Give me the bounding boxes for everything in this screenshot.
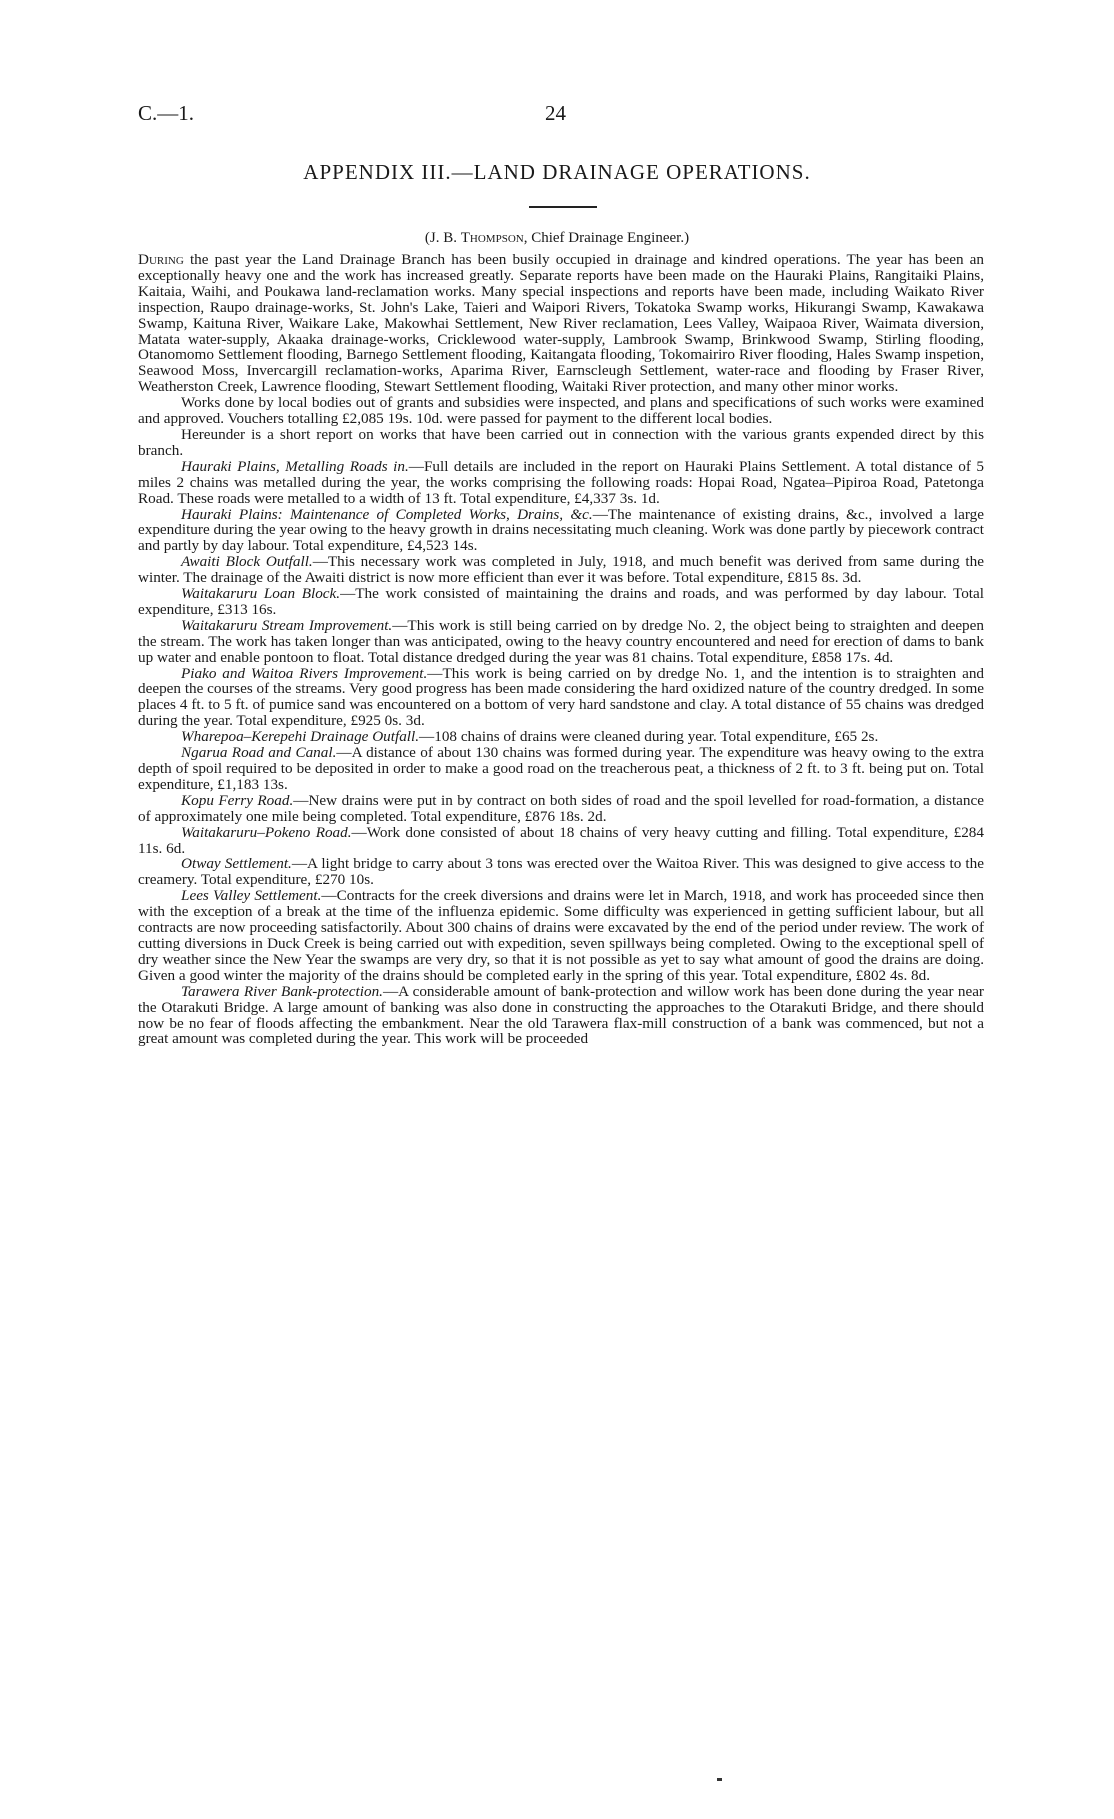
- item-text: —A considerable amount of bank-protection and willow work has been done during the year near the Otarakuti Bridge. A large amount of banking was also done in constructing the approaches to the Otarakuti Bridge, and there should now be no fear of floods affecting the embankment. Near the old Tarawera flax-mill construction of a bank was commenced, but not a great amount was completed during the year. This work will be proceeded: [138, 982, 984, 1048]
- item-paragraph: [138, 618, 984, 666]
- item-heading: Hauraki Plains, Metalling Roads in.: [181, 457, 409, 475]
- intro-lead-word: During: [138, 251, 184, 268]
- title-divider: [529, 206, 597, 208]
- byline-rest: , Chief Drainage Engineer.): [523, 230, 690, 246]
- item-heading: Waitakaruru Loan Block.: [181, 585, 341, 603]
- item-text: —The maintenance of existing drains, &c., involved a large expenditure during the year owing to the heavy growth in drains necessitating much cleaning. Work was done partly by piecework contract and partly by day labour. Total expenditure, £4,523 14s.: [138, 505, 984, 555]
- item-paragraph: [138, 586, 984, 618]
- item-paragraph: [138, 745, 984, 793]
- item-heading: Hauraki Plains: Maintenance of Completed Works, Drains, &c.: [181, 505, 593, 523]
- hereunder-paragraph: Hereunder is a short report on works that have been carried out in connection with the various grants expended direct by this branch.: [138, 425, 984, 459]
- item-text: —Contracts for the creek diversions and drains were let in March, 1918, and work has proceeded since then with the exception of a break at the time of the influenza epidemic. Some difficulty was experienced in getting sufficient labour, but all contracts are now proceeding satisfactorily. About 300 chains of drains were excavated by the end of the period under review. The work of cutting diversions in Duck Creek is being carried out with expedition, seven spillways being completed. Owing to the exceptional spell of dry weather since the New Year the swamps are very dry, so that it is not possible as yet to say what amount of good the drains are doing. Given a good winter the majority of the drains should be completed early in the spring of this year. Total expenditure, £802 4s. 8d.: [138, 887, 984, 984]
- printer-mark: [717, 1778, 722, 1781]
- item-text: —A light bridge to carry about 3 tons was erected over the Waitoa River. This was designed to give access to the creamery. Total expenditure, £270 10s.: [138, 855, 984, 889]
- document-code: C.—1.: [138, 101, 195, 125]
- item-paragraph: [138, 888, 984, 983]
- item-paragraph: [138, 856, 984, 888]
- item-heading: Otway Settlement.: [181, 855, 292, 873]
- intro-text: the past year the Land Drainage Branch has been busily occupied in drainage and kindred operations. The year has been an exceptionally heavy one and the work has increased greatly. Separate reports have been made on the Hauraki Plains, Rangitaiki Plains, Kaitaia, Waihi, and Poukawa land-reclamation works. Many special inspections and reports have been made, including Waikato River inspection, Raupo drainage-works, St. John's Lake, Taieri and Waipori Rivers, Tokatoka Swamp works, Hikurangi Swamp, Kawakawa Swamp, Kaituna River, Waikare Lake, Makowhai Settlement, New River reclamation, Lees Valley, Waipaoa River, Waimata diversion, Matata water-supply, Akaaka drainage-works, Cricklewood water-supply, Lambrook Swamp, Brinkwood Swamp, Stirling flooding, Otanomomo Settlement flooding, Barnego Settlement flooding, Kaitangata flooding, Tokomairiro River flooding, Hales Swamp inspetion, Seawood Moss, Invercargill reclamation-works, Aparima River, Earnscleugh Settlement, water-race and flooding by Fraser River, Weatherston Creek, Lawrence flooding, Stewart Settlement flooding, Waitaki River protection, and many other minor works.: [138, 251, 984, 396]
- byline-name: Thompson: [460, 230, 524, 246]
- item-paragraph: [138, 825, 984, 857]
- report-body: [138, 252, 984, 1047]
- item-text: —New drains were put in by contract on both sides of road and the spoil levelled for road-formation, a distance of approximately one mile being completed. Total expenditure, £876 18s. 2d.: [138, 791, 984, 825]
- item-paragraph: [138, 554, 984, 586]
- item-heading: Tarawera River Bank-protection.: [181, 982, 383, 1000]
- byline-open: (J. B.: [424, 230, 461, 246]
- item-heading: Wharepoa–Kerepehi Drainage Outfall.: [181, 728, 420, 746]
- item-heading: Waitakaruru Stream Improvement.: [181, 616, 393, 634]
- item-paragraph: [138, 793, 984, 825]
- local-bodies-paragraph: Works done by local bodies out of grants and subsidies were inspected, and plans and specifications of such works were examined and approved. Vouchers totalling £2,085 19s. 10d. were passed for payment to the different local bodies.: [138, 394, 984, 428]
- item-text: —108 chains of drains were cleaned during year. Total expenditure, £65 2s.: [419, 728, 879, 746]
- item-heading: Lees Valley Settlement.: [181, 887, 322, 905]
- item-paragraph: [138, 666, 984, 730]
- item-heading: Kopu Ferry Road.: [181, 791, 294, 809]
- item-paragraph: [138, 729, 984, 745]
- item-text: —This necessary work was completed in July, 1918, and much benefit was derived from same during the winter. The drainage of the Awaiti district is now more efficient than ever it was before. Total expenditure, £815 8s. 3d.: [138, 553, 984, 587]
- appendix-title: APPENDIX III.—LAND DRAINAGE OPERATIONS.: [303, 160, 811, 184]
- item-text: —Full details are included in the report on Hauraki Plains Settlement. A total distance of 5 miles 2 chains was metalled during the year, the works comprising the following roads: Hopai Road, Ngatea–Pipiroa Road, Patetonga Road. These roads were metalled to a width of 13 ft. Total expenditure, £4,337 3s. 1d.: [138, 457, 984, 507]
- item-text: —This work is still being carried on by dredge No. 2, the object being to straighten and deepen the stream. The work has taken longer than was anticipated, owing to the heavy country encountered and need for erection of dams to bank up water and enable pontoon to float. Total distance dredged during the year was 81 chains. Total expenditure, £858 17s. 4d.: [138, 616, 984, 666]
- item-paragraph: [138, 459, 984, 507]
- item-text: —This work is being carried on by dredge No. 1, and the intention is to straighten and deepen the courses of the streams. Very good progress has been made considering the hard oxidized nature of the country dredged. In some places 4 ft. to 5 ft. of pumice sand was encountered on a bottom of very hard sandstone and clay. A total distance of 55 chains was dredged during the year. Total expenditure, £925 0s. 3d.: [138, 664, 985, 730]
- intro-paragraph: [138, 252, 984, 395]
- item-text: —Work done consisted of about 18 chains of very heavy cutting and filling. Total expenditure, £284 11s. 6d.: [138, 823, 984, 857]
- page-number: 24: [545, 101, 566, 125]
- item-heading: Waitakaruru–Pokeno Road.: [181, 823, 352, 841]
- item-heading: Ngarua Road and Canal.: [181, 744, 337, 762]
- item-paragraph: [138, 507, 984, 555]
- item-paragraph: [138, 984, 984, 1048]
- item-text: —The work consisted of maintaining the drains and roads, and was performed by day labour. Total expenditure, £313 16s.: [138, 585, 984, 618]
- item-heading: Piako and Waitoa Rivers Improvement.: [181, 664, 428, 682]
- item-heading: Awaiti Block Outfall.: [181, 553, 313, 571]
- item-text: —A distance of about 130 chains was formed during year. The expenditure was heavy owing to the extra depth of spoil required to be deposited in order to make a good road on the treacherous peat, a thickness of 2 ft. to 3 ft. being put on. Total expenditure, £1,183 13s.: [138, 744, 984, 793]
- author-byline: [0, 230, 1114, 247]
